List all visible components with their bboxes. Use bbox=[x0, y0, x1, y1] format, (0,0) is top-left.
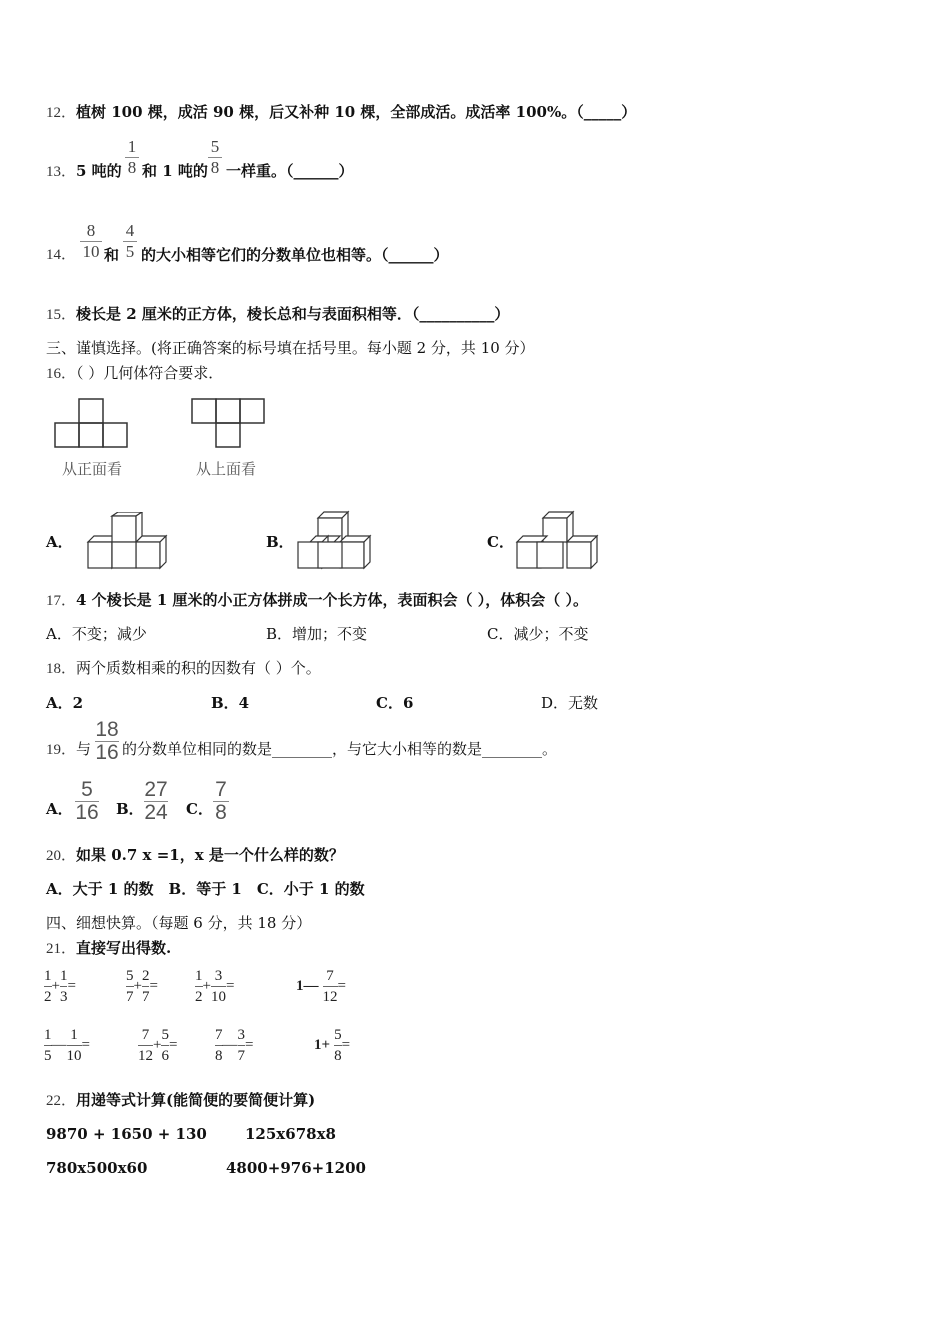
q14-post-text: 的大小相等它们的分数单位也相等。（______） bbox=[141, 246, 449, 264]
q17-option-c: C．减少；不变 bbox=[487, 625, 589, 643]
q13-mid-text: 和 1 吨的 bbox=[142, 162, 208, 180]
q22-expression-3: 780x500x60 bbox=[46, 1159, 148, 1177]
question-16: 16．（ ）几何体符合要求． bbox=[46, 364, 224, 382]
front-view-diagram bbox=[54, 397, 134, 449]
section-3-heading: 三、谨慎选择。(将正确答案的标号填在括号里。每小题 2 分，共 10 分） bbox=[46, 339, 535, 357]
q19-option-b-label: B． bbox=[116, 800, 144, 818]
calc-6: $\frac{7}{12}$ + $\frac{5}{6}$ = bbox=[138, 1027, 178, 1064]
q19-post-text: 的分数单位相同的数是________，与它大小相等的数是________。 bbox=[122, 740, 558, 758]
top-view-caption: 从上面看 bbox=[196, 460, 257, 478]
q19-fraction-7-8: $\frac{7}{8}$ bbox=[213, 779, 229, 824]
question-21: 21．直接写出得数. bbox=[46, 939, 172, 957]
q16-option-a-diagram bbox=[86, 512, 172, 572]
q18-option-a: A．2 bbox=[46, 694, 84, 712]
top-view-diagram bbox=[190, 397, 270, 449]
q22-expression-2: 125x678x8 bbox=[245, 1125, 336, 1143]
fraction-5-8: $\frac{5}{8}$ bbox=[208, 137, 222, 178]
q16-option-c-label: C． bbox=[487, 533, 514, 551]
q22-expression-4: 4800+976+1200 bbox=[226, 1159, 366, 1177]
q14-mid-text: 和 bbox=[104, 246, 120, 264]
q19-option-a-label: A． bbox=[46, 800, 73, 818]
front-view-caption: 从正面看 bbox=[62, 460, 123, 478]
q13-post-text: 一样重。（______） bbox=[226, 162, 354, 180]
calc-5: $\frac{1}{5}$ — $\frac{1}{10}$ = bbox=[44, 1027, 90, 1064]
q19-fraction-27-24: $\frac{27}{24}$ bbox=[144, 778, 168, 824]
calc-8: 1+ $\frac{5}{8}$ = bbox=[314, 1027, 351, 1064]
question-17: 17．4 个棱长是 1 厘米的小正方体拼成一个长方体，表面积会（ ），体积会（ ）。 bbox=[46, 591, 589, 609]
q17-option-b: B．增加；不变 bbox=[266, 625, 368, 643]
q22-expression-1: 9870 + 1650 + 130 bbox=[46, 1125, 207, 1143]
calc-4: 1— $\frac{7}{12}$ = bbox=[296, 968, 346, 1005]
fraction-18-16: $\frac{18}{16}$ bbox=[95, 718, 119, 764]
q16-option-b-label: B． bbox=[266, 533, 294, 551]
fraction-8-10: $\frac{8}{10}$ bbox=[80, 221, 102, 262]
question-14-number: 14． bbox=[46, 247, 77, 263]
q16-option-c-diagram bbox=[515, 510, 605, 572]
calc-1: $\frac{1}{2}$ + $\frac{1}{3}$ = bbox=[44, 968, 76, 1005]
calc-7: $\frac{7}{8}$ — $\frac{3}{7}$ = bbox=[215, 1027, 254, 1064]
q20-options: A．大于 1 的数 B．等于 1 C．小于 1 的数 bbox=[46, 880, 365, 898]
q18-option-b: B．4 bbox=[211, 694, 250, 712]
question-18: 18．两个质数相乘的积的因数有（ ）个。 bbox=[46, 659, 321, 677]
q19-option-c-label: C． bbox=[186, 800, 213, 818]
q19-fraction-5-16: $\frac{5}{16}$ bbox=[75, 778, 99, 824]
question-12: 12．植树 100 棵，成活 90 棵，后又补种 10 棵，全部成活。成活率 100%。（_____） bbox=[46, 103, 637, 121]
calc-3: $\frac{1}{2}$ + $\frac{3}{10}$ = bbox=[195, 968, 235, 1005]
q18-option-c: C．6 bbox=[376, 694, 414, 712]
question-15: 15．棱长是 2 厘米的正方体，棱长总和与表面积相等．（__________） bbox=[46, 305, 510, 323]
section-4-heading: 四、细想快算。（每题 6 分，共 18 分） bbox=[46, 914, 312, 932]
question-19: 19．与 bbox=[46, 740, 92, 758]
fraction-4-5: $\frac{4}{5}$ bbox=[123, 221, 137, 262]
q16-option-b-diagram bbox=[296, 510, 376, 572]
calc-2: $\frac{5}{7}$ + $\frac{2}{7}$ = bbox=[126, 968, 158, 1005]
question-22: 22．用递等式计算(能简便的要简便计算) bbox=[46, 1091, 316, 1109]
question-20: 20．如果 0.7 x =1，x 是一个什么样的数？ bbox=[46, 846, 344, 864]
q18-option-d: D．无数 bbox=[541, 694, 599, 712]
q17-option-a: A．不变；减少 bbox=[46, 625, 147, 643]
fraction-1-8: $\frac{1}{8}$ bbox=[125, 137, 139, 178]
question-13: 13．5 吨的 bbox=[46, 162, 122, 180]
q16-option-a-label: A． bbox=[46, 533, 73, 551]
